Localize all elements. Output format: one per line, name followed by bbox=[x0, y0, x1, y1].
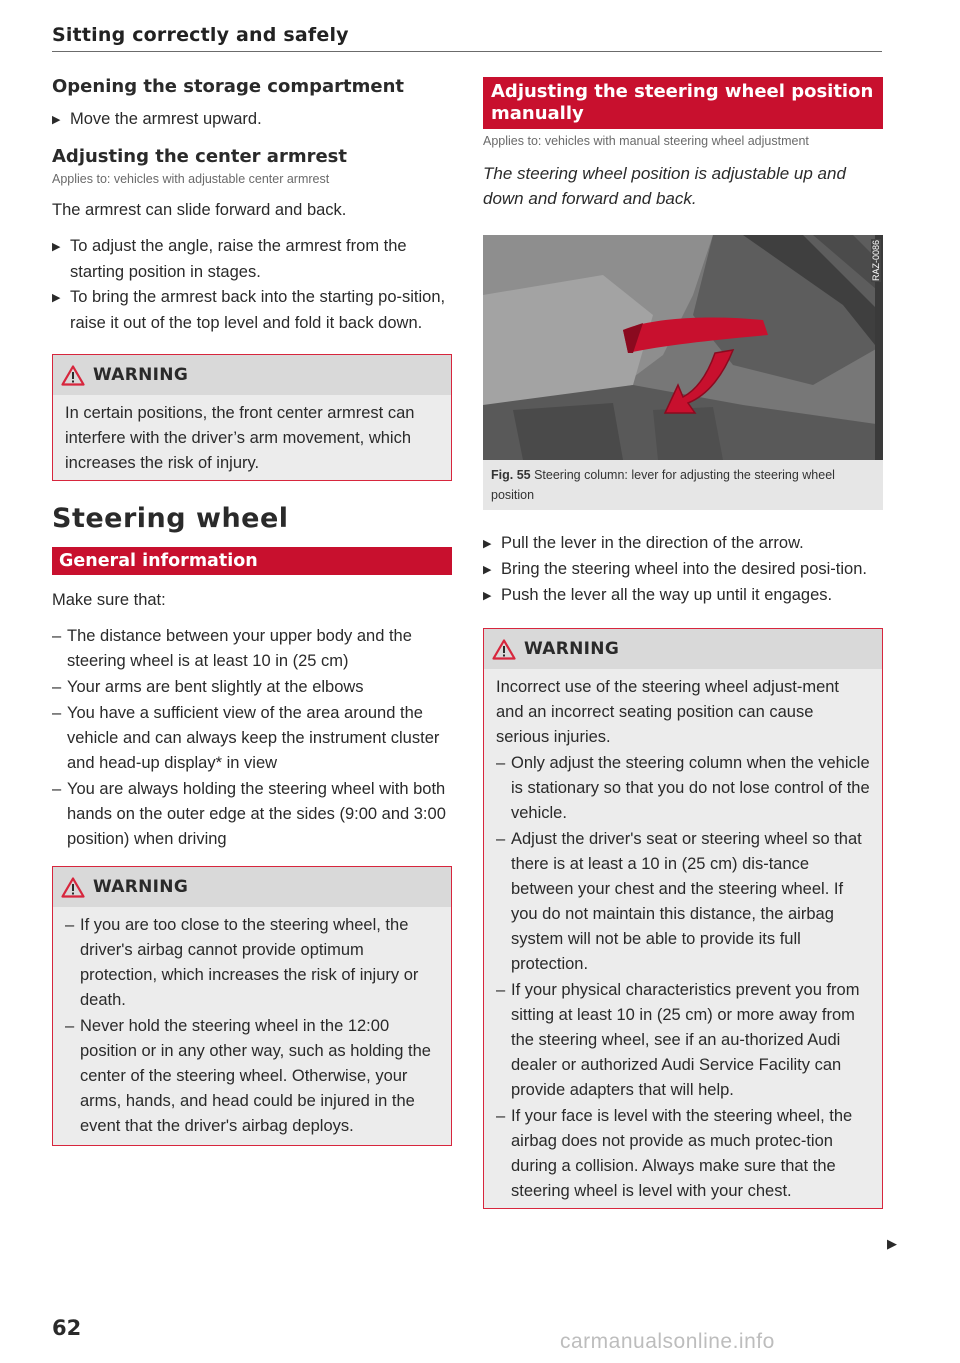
steering-item-2: – Your arms are bent slightly at the elbows bbox=[52, 678, 364, 696]
warning-header bbox=[484, 629, 882, 669]
figure-label: Fig. 55 bbox=[491, 468, 531, 482]
warning-header bbox=[53, 355, 451, 395]
warning-item-1: – Only adjust the steering column when the vehicle is stationary so that you do not lose control of the vehicle. bbox=[496, 754, 870, 822]
step-3: ▶ Push the lever all the way up until it engages. bbox=[483, 583, 883, 609]
steering-item-3: – You have a sufficient view of the area around the vehicle and can always keep the instrument cluster and head-up display* in view bbox=[52, 704, 440, 772]
step-1: ▶ Pull the lever in the direction of the arrow. bbox=[483, 531, 883, 557]
warning-header bbox=[53, 867, 451, 907]
figure-steering-column bbox=[483, 235, 883, 460]
bullet-arrow-icon: ▶ bbox=[483, 590, 492, 602]
storage-bullet: ▶ Move the armrest upward. bbox=[52, 107, 452, 133]
page-number: 62 bbox=[52, 1316, 82, 1340]
warning-label: WARNING bbox=[93, 877, 189, 897]
bullet-arrow-icon: ▶ bbox=[52, 241, 61, 253]
warning-body bbox=[484, 669, 882, 1208]
armrest-heading: Adjusting the center armrest bbox=[52, 146, 347, 167]
warning-body bbox=[53, 907, 451, 1145]
warning-item-3: – If your physical characteristics prevent you from sitting at least 10 in (25 cm) or more away from the steering wheel, see if an au-thorized Audi dealer or authorized Audi Service Facility can provide adapters that will help. bbox=[496, 981, 860, 1099]
steering-item-1: – The distance between your upper body and the steering wheel is at least 10 in (25 cm) bbox=[52, 627, 412, 670]
warning-intro: Incorrect use of the steering wheel adjust-ment and an incorrect seating position can cause serious injuries. bbox=[496, 678, 840, 746]
continued-arrow-icon: ▶ bbox=[887, 1236, 897, 1251]
bullet-arrow-icon: ▶ bbox=[483, 538, 492, 550]
figure-caption-text: Steering column: lever for adjusting the steering wheel position bbox=[491, 468, 835, 502]
steering-list bbox=[52, 624, 452, 852]
bullet-arrow-icon: ▶ bbox=[52, 292, 61, 304]
bullet-arrow-icon: ▶ bbox=[483, 564, 492, 576]
warning-box-steering bbox=[52, 866, 452, 1146]
warning-triangle-icon bbox=[61, 877, 85, 898]
bullet-arrow-icon: ▶ bbox=[52, 114, 61, 126]
warning-label: WARNING bbox=[93, 365, 189, 385]
step-2: ▶ Bring the steering wheel into the desired posi-tion. bbox=[483, 557, 883, 583]
manual-adjust-steps bbox=[483, 531, 883, 609]
manual-adjust-intro: The steering wheel position is adjustable up and down and forward and back. bbox=[483, 164, 846, 208]
steering-wheel-title: Steering wheel bbox=[52, 503, 289, 534]
warning-body bbox=[53, 395, 451, 480]
figure-code: RAZ-0086 bbox=[871, 240, 881, 282]
armrest-bullet-2: ▶ To bring the armrest back into the starting po-sition, raise it out of the top level and fold it back down. bbox=[52, 288, 446, 332]
warning-box-armrest bbox=[52, 354, 452, 481]
manual-adjust-bar-line2: manually bbox=[491, 103, 584, 124]
manual-adjust-bar bbox=[483, 77, 883, 129]
watermark: carmanualsonline.info bbox=[560, 1330, 775, 1353]
warning-label: WARNING bbox=[524, 639, 620, 659]
warning-item-4: – If your face is level with the steering wheel, the airbag does not provide as much protec-tion during a collision. Always make sure that the steering wheel is level with your chest. bbox=[496, 1107, 853, 1200]
manual-adjust-bar-line1: Adjusting the steering wheel position bbox=[491, 81, 874, 102]
warning-item-2: – Never hold the steering wheel in the 12:00 position or in any other way, such as holding the center of the steering wheel. Otherwise, your arms, hands, and head could be injured in the event that the driver's airbag deploys. bbox=[65, 1017, 431, 1135]
armrest-intro: The armrest can slide forward and back. bbox=[52, 201, 347, 219]
warning-text: In certain positions, the front center armrest can interfere with the driver’s arm movement, which increases the risk of injury. bbox=[65, 404, 415, 472]
right-column bbox=[483, 77, 883, 1209]
general-info-bar: General information bbox=[52, 547, 452, 575]
warning-triangle-icon bbox=[61, 365, 85, 386]
armrest-applies: Applies to: vehicles with adjustable center armrest bbox=[52, 172, 330, 186]
steering-column-illustration bbox=[483, 235, 883, 460]
warning-triangle-icon bbox=[492, 639, 516, 660]
steering-item-4: – You are always holding the steering wheel with both hands on the outer edge at the sides (9:00 and 3:00 position) when driving bbox=[52, 780, 446, 848]
running-header: Sitting correctly and safely bbox=[52, 24, 349, 46]
left-column bbox=[52, 74, 452, 1146]
steering-intro: Make sure that: bbox=[52, 591, 166, 609]
header-rule bbox=[52, 51, 882, 52]
warning-box-adjustment bbox=[483, 628, 883, 1209]
warning-item-2: – Adjust the driver's seat or steering wheel so that there is at least a 10 in (25 cm) dis-tance between your chest and the steering wheel. If you do not maintain this distance, the airbag system will not be able to provide its full protection. bbox=[496, 830, 862, 973]
armrest-bullet-1: ▶ To adjust the angle, raise the armrest from the starting position in stages. bbox=[52, 237, 407, 281]
storage-heading: Opening the storage compartment bbox=[52, 76, 404, 97]
manual-adjust-applies: Applies to: vehicles with manual steering wheel adjustment bbox=[483, 134, 809, 148]
warning-item-1: – If you are too close to the steering wheel, the driver's airbag cannot provide optimum protection, which increases the risk of injury or death. bbox=[65, 916, 419, 1009]
figure-caption bbox=[483, 460, 883, 510]
